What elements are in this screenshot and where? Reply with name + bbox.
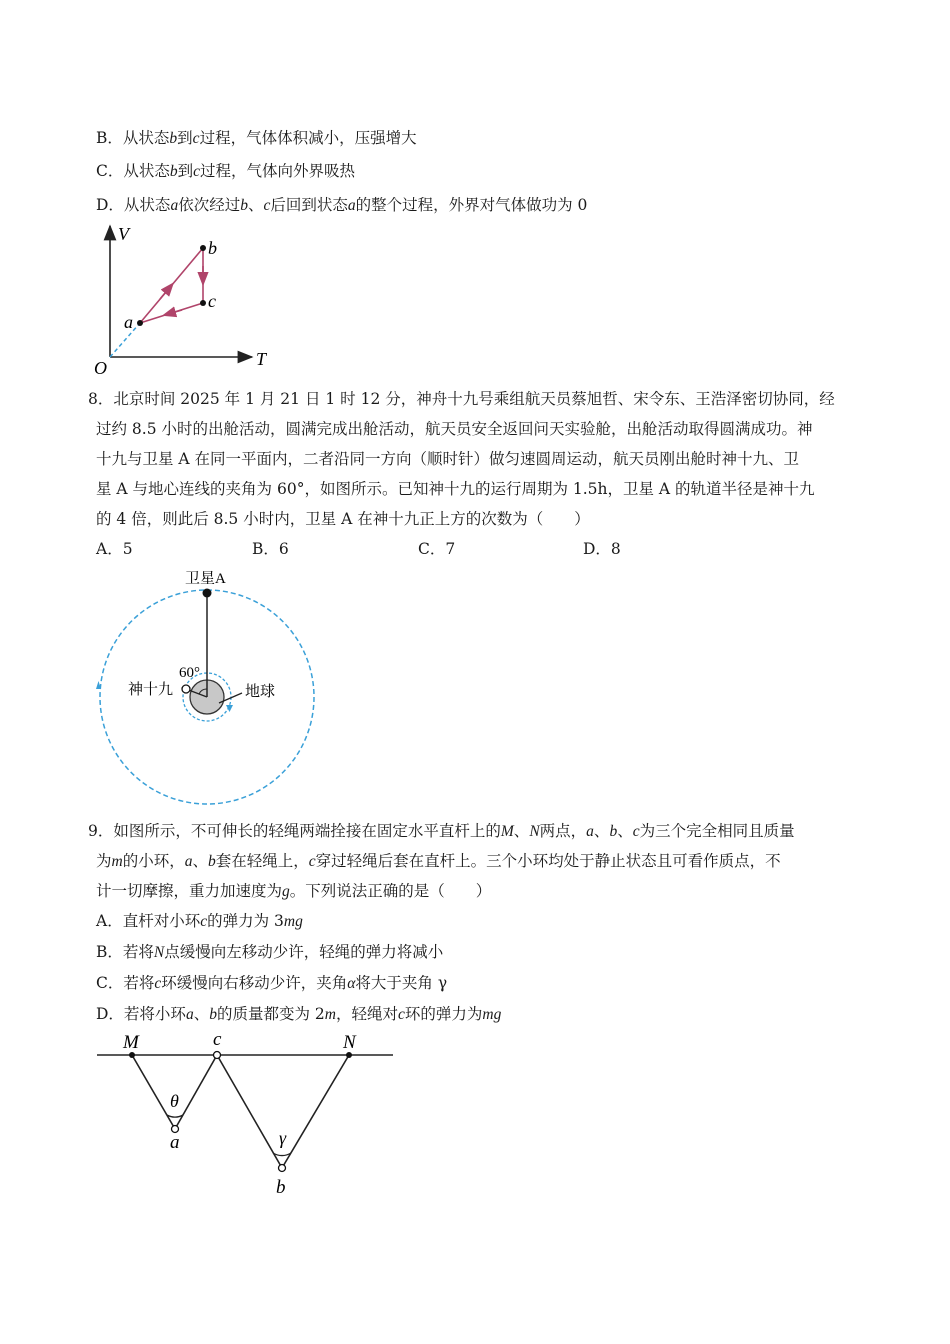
q9-option-b (96, 942, 443, 963)
arrow-c-to-a (168, 310, 182, 314)
q9-line-1 (88, 821, 795, 842)
var-a: a (586, 823, 594, 840)
text: 的整个过程，外界对气体做功为 0 (355, 196, 588, 214)
q9-line-3 (96, 881, 491, 902)
q8-line-3: 十九与卫星 A 在同一平面内，二者沿同一方向（顺时针）做匀速圆周运动，航天员刚出舱时神十九、卫 (96, 450, 800, 468)
text: 穿过轻绳后套在直杆上。三个小环均处于静止状态且可看作质点，不 (315, 852, 781, 870)
text: 、 (513, 822, 530, 840)
var-n-point: N (153, 944, 165, 961)
ring-c (214, 1052, 221, 1059)
path-a-to-b (140, 248, 203, 323)
arrow-a-to-b (160, 287, 170, 299)
text: 、 (593, 822, 610, 840)
point-a (137, 320, 143, 326)
text: 将大于夹角 γ (355, 974, 448, 992)
angle-label: 60° (179, 665, 200, 681)
var-m-point: M (500, 823, 514, 840)
text: 9．如图所示，不可伸长的轻绳两端拴接在固定水平直杆上的 (88, 822, 501, 840)
rope-a-to-c (175, 1055, 217, 1129)
text: 到 (177, 129, 193, 147)
inner-orbit-direction-arrow (226, 705, 233, 712)
text: A．直杆对小环 (96, 912, 201, 930)
var-c: c (263, 197, 271, 214)
text: 依次经过 (178, 196, 241, 214)
text: 、 (193, 1005, 210, 1023)
point-b (200, 245, 206, 251)
label-b: b (276, 1177, 286, 1198)
text: 过程，气体体积减小，压强增大 (199, 129, 417, 147)
var-b: b (169, 130, 178, 147)
q9-option-d (96, 1004, 501, 1025)
var-a: a (170, 197, 179, 214)
text: B．从状态 (96, 129, 170, 147)
text: 计一切摩擦，重力加速度为 (96, 882, 283, 900)
q7-vt-diagram (90, 222, 280, 377)
text: 点缓慢向左移动少许，轻绳的弹力将减小 (164, 943, 444, 961)
text: 为 (96, 852, 112, 870)
text: C．若将 (96, 974, 155, 992)
text: C．从状态 (96, 162, 170, 180)
q8-option-c: C．7 (418, 540, 456, 558)
var-alpha: α (347, 975, 356, 992)
point-b-label: b (208, 238, 217, 258)
q9-line-2 (96, 851, 781, 872)
var-a: a (347, 197, 356, 214)
q8-orbit-diagram (95, 565, 325, 810)
q7-option-b (96, 128, 417, 149)
text: 、 (617, 822, 633, 840)
var-mg: mg (482, 1006, 502, 1023)
text: 、 (192, 852, 208, 870)
q8-option-a: A．5 (96, 540, 133, 558)
shenzhou-dot (182, 685, 190, 693)
t-axis-label: T (256, 349, 267, 369)
text: D．从状态 (96, 196, 171, 214)
rope-m-to-a (132, 1055, 175, 1129)
rope-b-to-n (282, 1055, 349, 1168)
label-theta: θ (170, 1091, 179, 1111)
text: 套在轻绳上， (215, 852, 309, 870)
var-b: b (169, 163, 178, 180)
var-m: m (111, 853, 123, 870)
q7-option-c (96, 161, 355, 182)
q9-option-c (96, 973, 447, 994)
var-g: g (282, 883, 290, 900)
point-a-label: a (124, 312, 133, 332)
q8-line-2: 过约 8.5 小时的出舱活动，圆满完成出舱活动，航天员安全返回问天实验舱，出舱活动取得圆满成功。神 (96, 420, 813, 438)
var-b: b (240, 197, 248, 214)
text: 环缓慢向右移动少许，夹角 (161, 974, 348, 992)
text: 为三个完全相同且质量 (639, 822, 795, 840)
text: 的质量都变为 2 (216, 1005, 325, 1023)
label-m: M (123, 1032, 139, 1053)
origin-label: O (94, 358, 107, 378)
q8-line-1: 8．北京时间 2025 年 1 月 21 日 1 时 12 分，神舟十九号乘组航天员蔡旭哲、宋令东、王浩泽密切协同，经 (88, 390, 835, 408)
point-c-label: c (208, 291, 216, 311)
gamma-arc (273, 1153, 291, 1156)
q9-rope-diagram (95, 1028, 395, 1200)
text: B．若将 (96, 943, 154, 961)
var-b: b (209, 1006, 217, 1023)
rope-c-to-b (217, 1055, 282, 1168)
var-c: c (397, 1006, 405, 1023)
text: 、 (247, 196, 264, 214)
theta-arc (167, 1115, 183, 1117)
q8-line-5: 的 4 倍，则此后 8.5 小时内，卫星 A 在神十九正上方的次数为（ ） (96, 510, 590, 528)
var-b: b (609, 823, 618, 840)
text: 的小环， (122, 852, 185, 870)
var-c: c (200, 913, 208, 930)
q8-option-b: B．6 (252, 540, 289, 558)
var-c: c (632, 823, 640, 840)
q8-option-d: D．8 (583, 540, 621, 558)
var-m: m (324, 1006, 336, 1023)
shenzhou-label: 神十九 (128, 682, 174, 698)
text: 过程，气体向外界吸热 (200, 162, 356, 180)
text: D．若将小环 (96, 1005, 186, 1023)
ring-b (279, 1165, 286, 1172)
var-a: a (184, 853, 193, 870)
label-gamma: γ (279, 1128, 287, 1148)
satellite-a-dot (203, 589, 212, 598)
satellite-a-label: 卫星A (185, 571, 226, 587)
var-a: a (185, 1006, 194, 1023)
v-axis-label: V (118, 224, 129, 244)
label-n: N (343, 1032, 356, 1053)
text: 环的弹力为 (404, 1005, 483, 1023)
text: ，轻绳对 (335, 1005, 398, 1023)
q9-option-a (96, 911, 303, 932)
var-c: c (192, 130, 200, 147)
text: 两点， (539, 822, 587, 840)
var-c: c (308, 853, 316, 870)
q8-line-4: 星 A 与地心连线的夹角为 60°，如图所示。已知神十九的运行周期为 1.5h，卫星 A 的轨道半径是神十九 (96, 480, 815, 498)
earth-label: 地球 (245, 684, 276, 700)
text: 到 (177, 162, 194, 180)
q7-option-d (96, 195, 587, 216)
label-a: a (170, 1132, 180, 1153)
text: 后回到状态 (270, 196, 348, 214)
var-c: c (154, 975, 162, 992)
var-c: c (193, 163, 201, 180)
var-b: b (208, 853, 216, 870)
var-n-point: N (529, 823, 540, 840)
var-mg: mg (283, 913, 303, 930)
text: 。下列说法正确的是（ ） (289, 882, 492, 900)
text: 的弹力为 3 (207, 912, 284, 930)
point-c (200, 300, 206, 306)
label-c: c (213, 1029, 222, 1050)
